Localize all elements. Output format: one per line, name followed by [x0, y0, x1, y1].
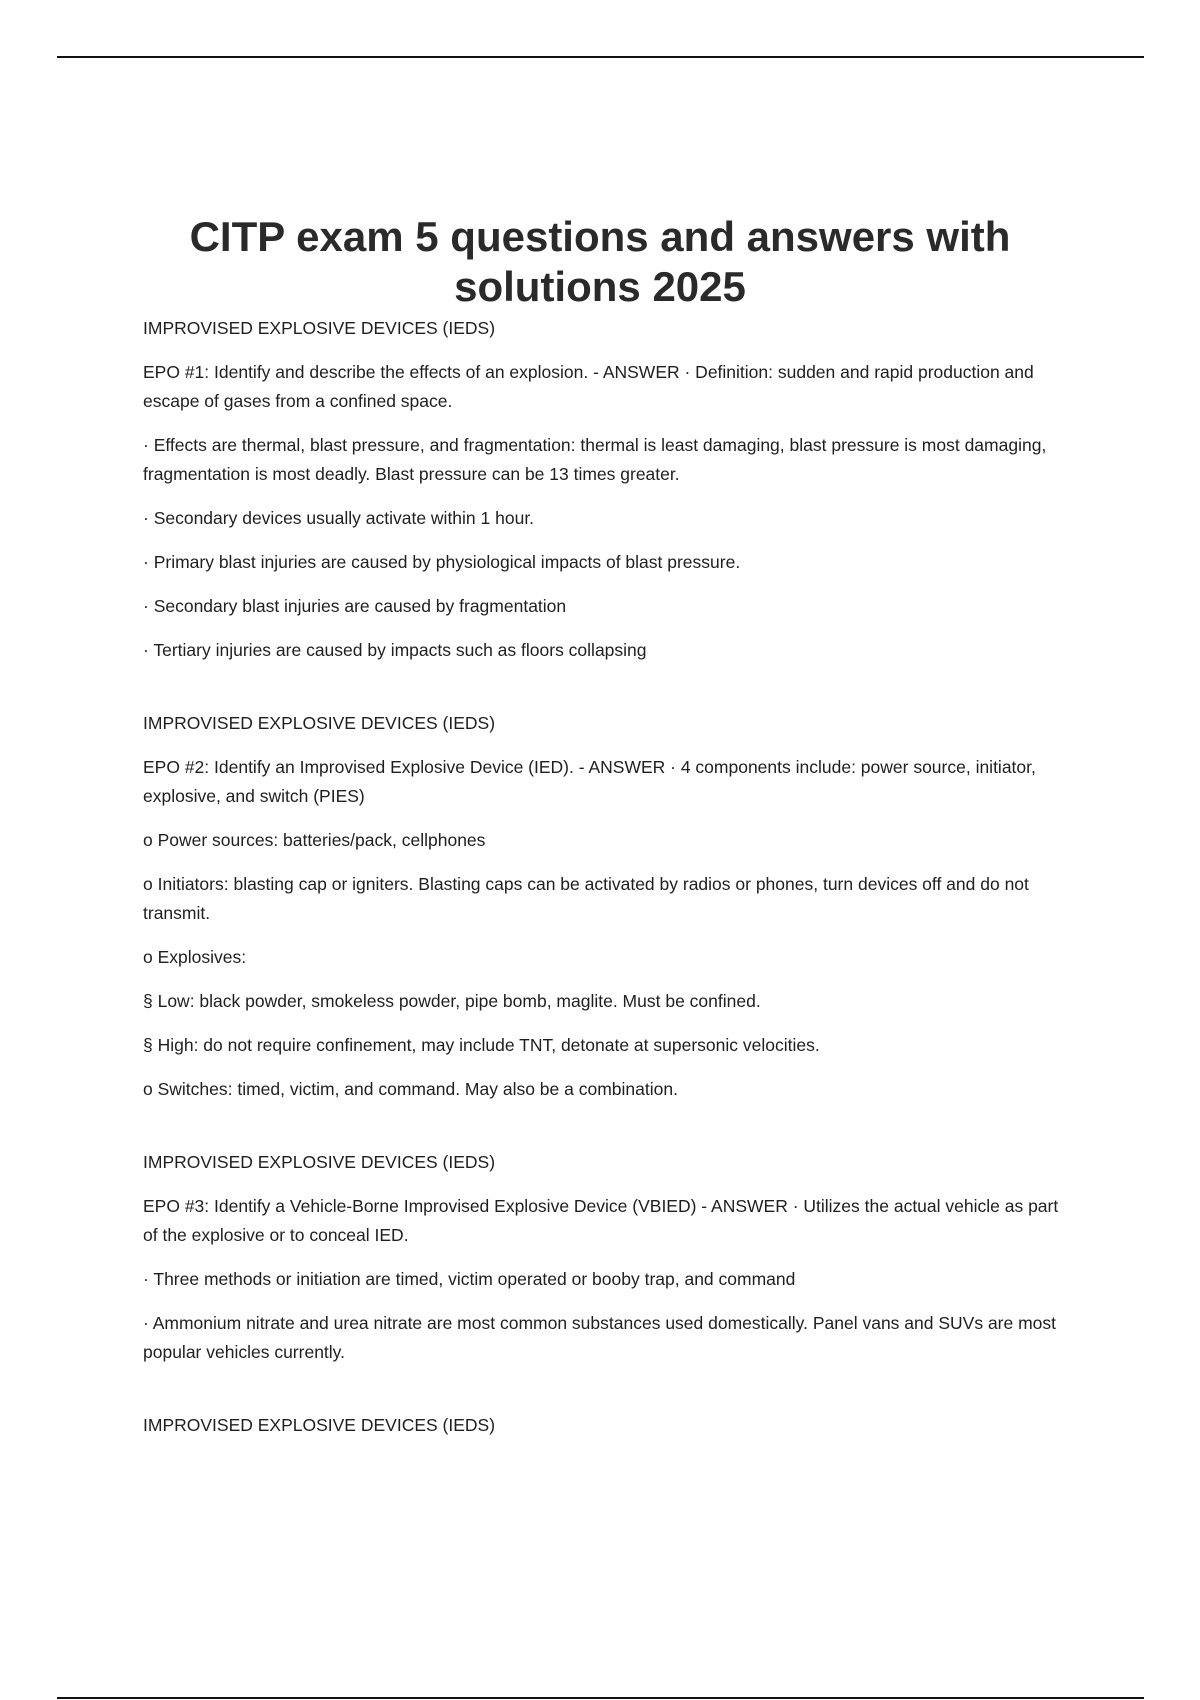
bullet-item: · Primary blast injuries are caused by physiological impacts of blast pressure.: [143, 552, 741, 572]
bullet-item: § Low: black powder, smokeless powder, pipe bomb, maglite. Must be confined.: [143, 991, 761, 1011]
bullet-item: · Three methods or initiation are timed, victim operated or booby trap, and command: [143, 1269, 796, 1289]
bottom-rule: [57, 1697, 1144, 1699]
section-spacer: [143, 680, 1068, 709]
bullet-item: o Switches: timed, victim, and command. May also be a combination.: [143, 1079, 678, 1099]
question-answer: EPO #2: Identify an Improvised Explosive Device (IED). - ANSWER · 4 components include: power source, initiator, explosive, and switch (PIES): [143, 757, 1036, 806]
section-3: [143, 1148, 1068, 1367]
bullet-item: · Secondary devices usually activate within 1 hour.: [143, 508, 535, 528]
section-1: [143, 314, 1068, 665]
question-answer: EPO #1: Identify and describe the effects of an explosion. - ANSWER · Definition: sudden and rapid production and escape of gases from a confined space.: [143, 362, 1034, 411]
top-rule: [57, 56, 1144, 58]
bullet-item: o Explosives:: [143, 947, 247, 967]
section-heading: IMPROVISED EXPLOSIVE DEVICES (IEDS): [143, 1152, 496, 1172]
section-2: [143, 709, 1068, 1104]
title-line-2: solutions 2025: [454, 263, 746, 310]
bullet-item: · Tertiary injuries are caused by impacts such as floors collapsing: [143, 640, 647, 660]
bullet-item: · Ammonium nitrate and urea nitrate are most common substances used domestically. Panel vans and SUVs are most popular vehicles currently.: [143, 1313, 1057, 1362]
section-heading: IMPROVISED EXPLOSIVE DEVICES (IEDS): [143, 713, 496, 733]
document-title: [100, 212, 1100, 312]
bullet-item: o Initiators: blasting cap or igniters. Blasting caps can be activated by radios or phones, turn devices off and do not transmit.: [143, 874, 1029, 923]
section-spacer: [143, 1382, 1068, 1411]
section-heading: IMPROVISED EXPLOSIVE DEVICES (IEDS): [143, 318, 496, 338]
question-answer: EPO #3: Identify a Vehicle-Borne Improvised Explosive Device (VBIED) - ANSWER · Utilizes the actual vehicle as part of the explosive or to conceal IED.: [143, 1196, 1059, 1245]
bullet-item: · Effects are thermal, blast pressure, and fragmentation: thermal is least damaging, blast pressure is most damaging, fragmentation is most deadly. Blast pressure can be 13 times greater.: [143, 435, 1047, 484]
bullet-item: · Secondary blast injuries are caused by fragmentation: [143, 596, 567, 616]
document-body: [143, 314, 1068, 1455]
section-4: [143, 1411, 1068, 1440]
section-spacer: [143, 1119, 1068, 1148]
bullet-item: § High: do not require confinement, may include TNT, detonate at supersonic velocities.: [143, 1035, 820, 1055]
bullet-item: o Power sources: batteries/pack, cellphones: [143, 830, 486, 850]
section-heading: IMPROVISED EXPLOSIVE DEVICES (IEDS): [143, 1415, 496, 1435]
title-line-1: CITP exam 5 questions and answers with: [189, 213, 1011, 260]
